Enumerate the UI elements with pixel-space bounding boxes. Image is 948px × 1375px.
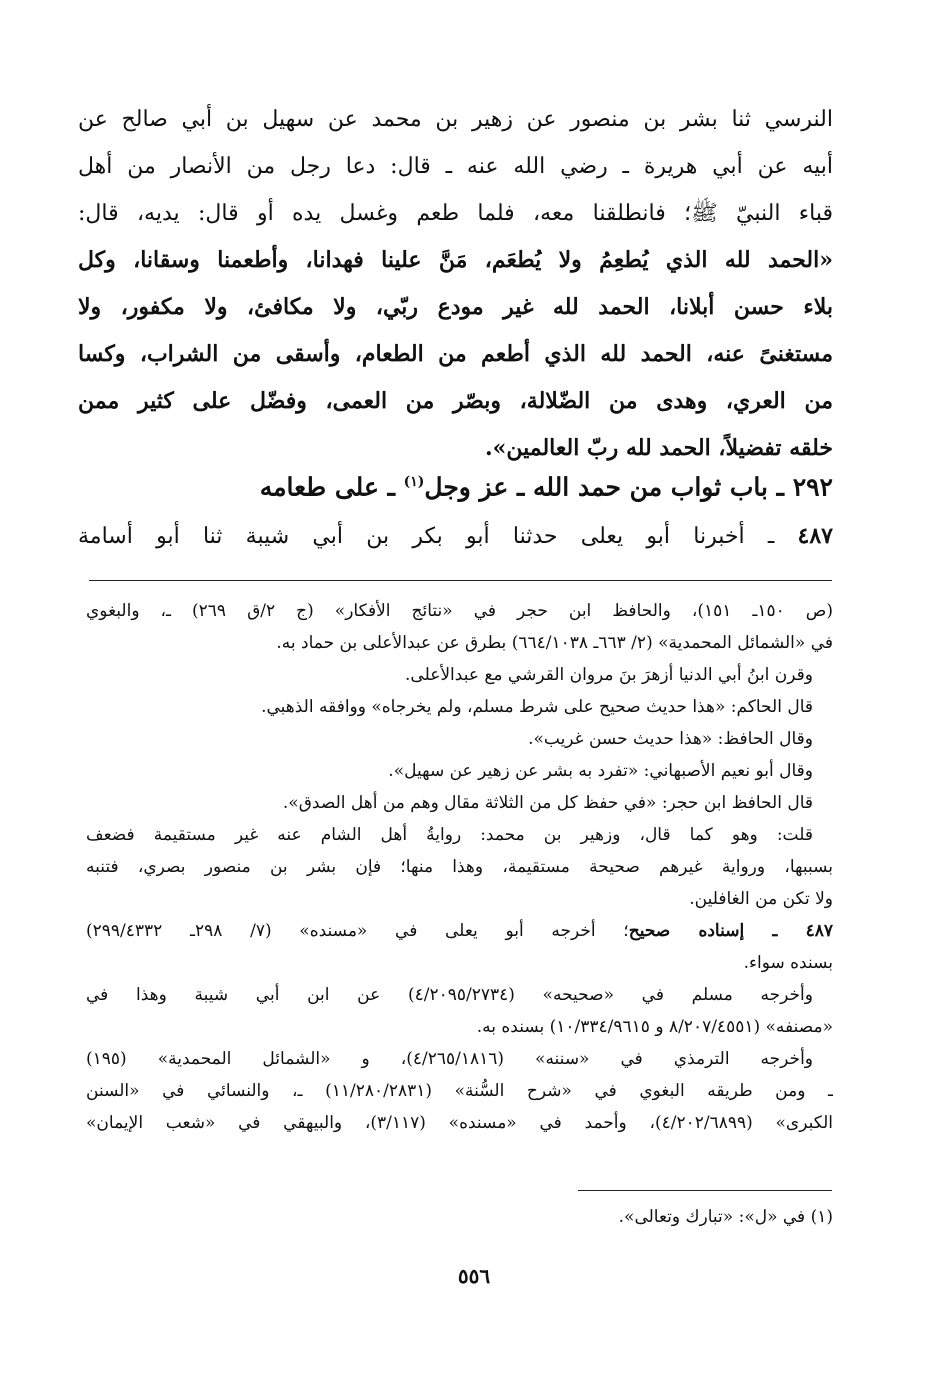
note-line: وقرن ابنُ أبي الدنيا أزهرَ بنَ مروان القرشي مع عبدالأعلى. (405, 665, 813, 685)
note-line: قال الحافظ ابن حجر: «في حفظ كل من الثلاثة مقال وهم من أهل الصدق». (282, 793, 813, 813)
body-line: أبيه عن أبي هريرة ـ رضي الله عنه ـ قال: دعا رجل من الأنصار من أهل (78, 154, 833, 179)
commentary-notes (86, 595, 833, 1139)
body-line: من العري، وهدى من الضّلالة، وبصّر من العمى، وفضّل على كثير ممن (78, 388, 833, 414)
footnote-ref: (١) (403, 474, 425, 490)
main-text (78, 96, 833, 472)
note-line: وأخرجه مسلم في «صحيحه» (٤/٢٠٩٥/٢٧٣٤) عن ابن أبي شيبة وهذا في (86, 985, 813, 1005)
body-line: خلقه تفضيلاً، الحمد لله ربّ العالمين». (484, 435, 833, 461)
note-line (86, 915, 833, 947)
note-line: الكبرى» (٤/٢٠٢/٦٨٩٩)، وأحمد في «مسنده» (٣/١١٧)، والبيهقي في «شعب الإيمان» (86, 1113, 833, 1133)
note-line: وقال أبو نعيم الأصبهاني: «تفرد به بشر عن زهير عن سهيل». (388, 761, 813, 781)
note-line: ولا تكن من الغافلين. (689, 889, 833, 909)
body-line: بلاء حسن أبلانا، الحمد لله غير مودع ربّي، ولا مكافئ، ولا مكفور، ولا (78, 294, 833, 320)
note-line: قلت: وهو كما قال، وزهير بن محمد: روايةُ أهل الشام عنه غير مستقيمة فضعف (86, 825, 813, 845)
note-line-bold: ٤٨٧ ـ إسناده صحيح (628, 921, 833, 941)
hadith-text: ـ أخبرنا أبو يعلى حدثنا أبو بكر بن أبي شيبة ثنا أبو أسامة (78, 524, 798, 549)
hadith-number: ٤٨٧ (797, 523, 833, 549)
note-line-rest: ؛ أخرجه أبو يعلى في «مسنده» (٧/ ٢٩٨ـ ٢٩٩/٤٣٣٢) (86, 921, 629, 941)
footnote: (١) في «ل»: «تبارك وتعالى». (618, 1207, 833, 1227)
note-line: «مصنفه» (٨/٢٠٧/٤٥٥١ و ١٠/٣٣٤/٩٦١٥) بسنده به. (476, 1017, 833, 1037)
body-line: «الحمد لله الذي يُطعِمُ ولا يُطعَم، مَنَّ علينا فهدانا، وأطعمنا وسقانا، وكل (78, 247, 833, 273)
note-line: بسنده سواء. (743, 953, 833, 973)
footnote-divider (578, 1190, 832, 1191)
hadith-start (78, 514, 833, 558)
note-line: ـ ومن طريقه البغوي في «شرح السُّنة» (١١/٢٨٠/٢٨٣١) ـ، والنسائي في «السنن (86, 1081, 833, 1101)
chapter-heading-tail: ـ على طعامه (259, 472, 404, 502)
note-line: بسببها، ورواية غيرهم صحيحة مستقيمة، وهذا منها؛ فإن بشر بن منصور بصري، فتنبه (86, 857, 833, 877)
note-line: قال الحاكم: «هذا حديث صحيح على شرط مسلم، ولم يخرجاه» ووافقه الذهبي. (261, 697, 813, 717)
chapter-heading-text: ٢٩٢ ـ باب ثواب من حمد الله ـ عز وجل (424, 472, 833, 502)
chapter-heading (78, 460, 833, 504)
note-line: وأخرجه الترمذي في «سننه» (٤/٢٦٥/١٨١٦)، و «الشمائل المحمدية» (١٩٥) (86, 1049, 813, 1069)
page-number: ٥٥٦ (457, 1264, 491, 1288)
note-line: (ص ١٥٠ـ ١٥١)، والحافظ ابن حجر في «نتائج الأفكار» (ج ٢/ق ٢٦٩) ـ، والبغوي (86, 601, 833, 621)
note-line: في «الشمائل المحمدية» (٢/ ٦٦٣ـ ٦٦٤/١٠٣٨) بطرق عن عبدالأعلى بن حماد به. (276, 633, 833, 653)
body-line: مستغنىً عنه، الحمد لله الذي أطعم من الطعام، وأسقى من الشراب، وكسا (78, 341, 833, 367)
note-line: وقال الحافظ: «هذا حديث حسن غريب». (528, 729, 813, 749)
notes-divider (89, 580, 832, 581)
body-line: قباء النبيّ ﷺ؛ فانطلقنا معه، فلما طعم وغسل يده أو قال: يديه، قال: (78, 201, 833, 226)
body-line: النرسي ثنا بشر بن منصور عن زهير بن محمد عن سهيل بن أبي صالح عن (78, 107, 833, 132)
